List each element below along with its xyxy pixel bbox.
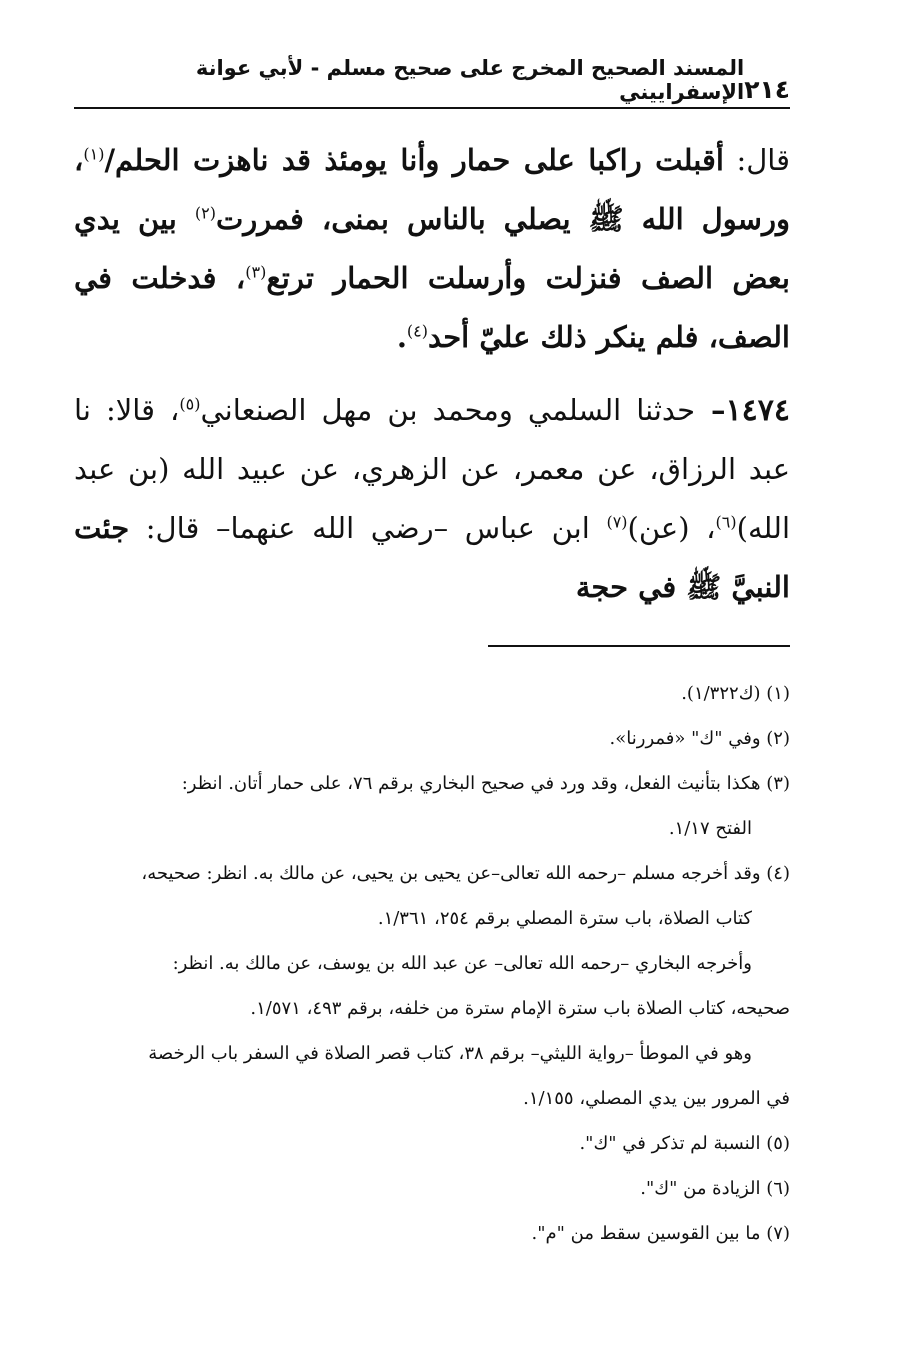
- isnad-text: حدثنا السلمي ومحمد بن مهل الصنعاني: [200, 393, 696, 427]
- isnad-text: ، قالا: نا عبد الرزاق، عن معمر، عن الزهري، عن عبيد الله (بن عبد الله): [74, 393, 790, 545]
- hadith-number: ١٤٧٤: [725, 393, 790, 428]
- footnote-4-continued: وأخرجه البخاري –رحمه الله تعالى– عن عبد الله بن يوسف، عن مالك به. انظر:: [172, 953, 752, 974]
- narration-intro: قال:: [723, 143, 790, 177]
- footnote-3-continued: الفتح ١/١٧.: [668, 818, 752, 839]
- footnotes: [74, 671, 790, 1256]
- footnote-3: (٣) هكذا بتأنيث الفعل، وقد ورد في صحيح البخاري برقم ٧٦، على حمار أتان. انظر:: [181, 773, 790, 794]
- footnote-4: (٤) وقد أخرجه مسلم –رحمه الله تعالى–عن يحيى بن يحيى، عن مالك به. انظر: صحيحه،: [141, 863, 790, 884]
- isnad-text: ، (عن): [627, 511, 716, 545]
- isnad-text: ابن عباس –رضي الله عنهما– قال:: [129, 511, 607, 545]
- running-header: [74, 56, 790, 104]
- footnote-ref[interactable]: (٣): [245, 262, 267, 282]
- footnote-2: (٢) وفي "ك" «فمررنا».: [609, 728, 790, 749]
- narration-text: ، فدخلت في الصف، فلم ينكر ذلك عليّ أحد: [74, 261, 790, 354]
- footnote-ref[interactable]: (١): [83, 144, 105, 164]
- footnote-4-continued: في المرور بين يدي المصلي، ١/١٥٥.: [523, 1088, 790, 1109]
- footnote-4-continued: صحيحه، كتاب الصلاة باب سترة الإمام سترة من خلفه، برقم ٤٩٣، ١/٥٧١.: [250, 998, 790, 1019]
- running-title: المسند الصحيح المخرج على صحيح مسلم - لأبي عوانة الإسفراييني: [195, 56, 745, 104]
- narration-text: بين يدي بعض الصف فنزلت وأرسلت الحمار ترتع: [74, 202, 790, 295]
- book-page: [74, 56, 790, 1256]
- page-number: ٢١٤: [744, 75, 790, 104]
- footnote-5: (٥) النسبة لم تذكر في "ك".: [579, 1133, 790, 1154]
- footnote-6: (٦) الزيادة من "ك".: [640, 1178, 790, 1199]
- narration-text: ، ورسول الله ﷺ يصلي بالناس بمنى، فمررت: [74, 143, 790, 236]
- narration-text: أقبلت راكبا على حمار وأنا يومئذ قد ناهزت الحلم/: [104, 143, 724, 177]
- paragraph-gap: [74, 367, 790, 381]
- paragraph-hadith-1474: [74, 381, 790, 617]
- footnote-ref[interactable]: (٧): [606, 512, 628, 532]
- footnote-ref[interactable]: (٥): [179, 394, 201, 414]
- footnote-ref[interactable]: (٦): [715, 512, 737, 532]
- footnote-4-continued: كتاب الصلاة، باب سترة المصلي برقم ٢٥٤، ١/٣٦١.: [377, 908, 752, 929]
- hadith-dash: –: [695, 393, 726, 427]
- header-rule: [74, 107, 790, 109]
- footnote-separator: [488, 645, 790, 647]
- footnote-1: (١) (ك١/٣٢٢).: [681, 683, 790, 704]
- paragraph-narration-1: [74, 131, 790, 367]
- footnote-7: (٧) ما بين القوسين سقط من "م".: [531, 1223, 790, 1244]
- footnote-ref[interactable]: (٤): [406, 321, 429, 341]
- matn-text: جئت النبيَّ ﷺ في حجة: [74, 511, 790, 604]
- footnote-4-continued: وهو في الموطأ –رواية الليثي– برقم ٣٨، كتاب قصر الصلاة في السفر باب الرخصة: [148, 1043, 752, 1064]
- narration-text: .: [396, 320, 407, 354]
- footnote-ref[interactable]: (٢): [194, 203, 216, 223]
